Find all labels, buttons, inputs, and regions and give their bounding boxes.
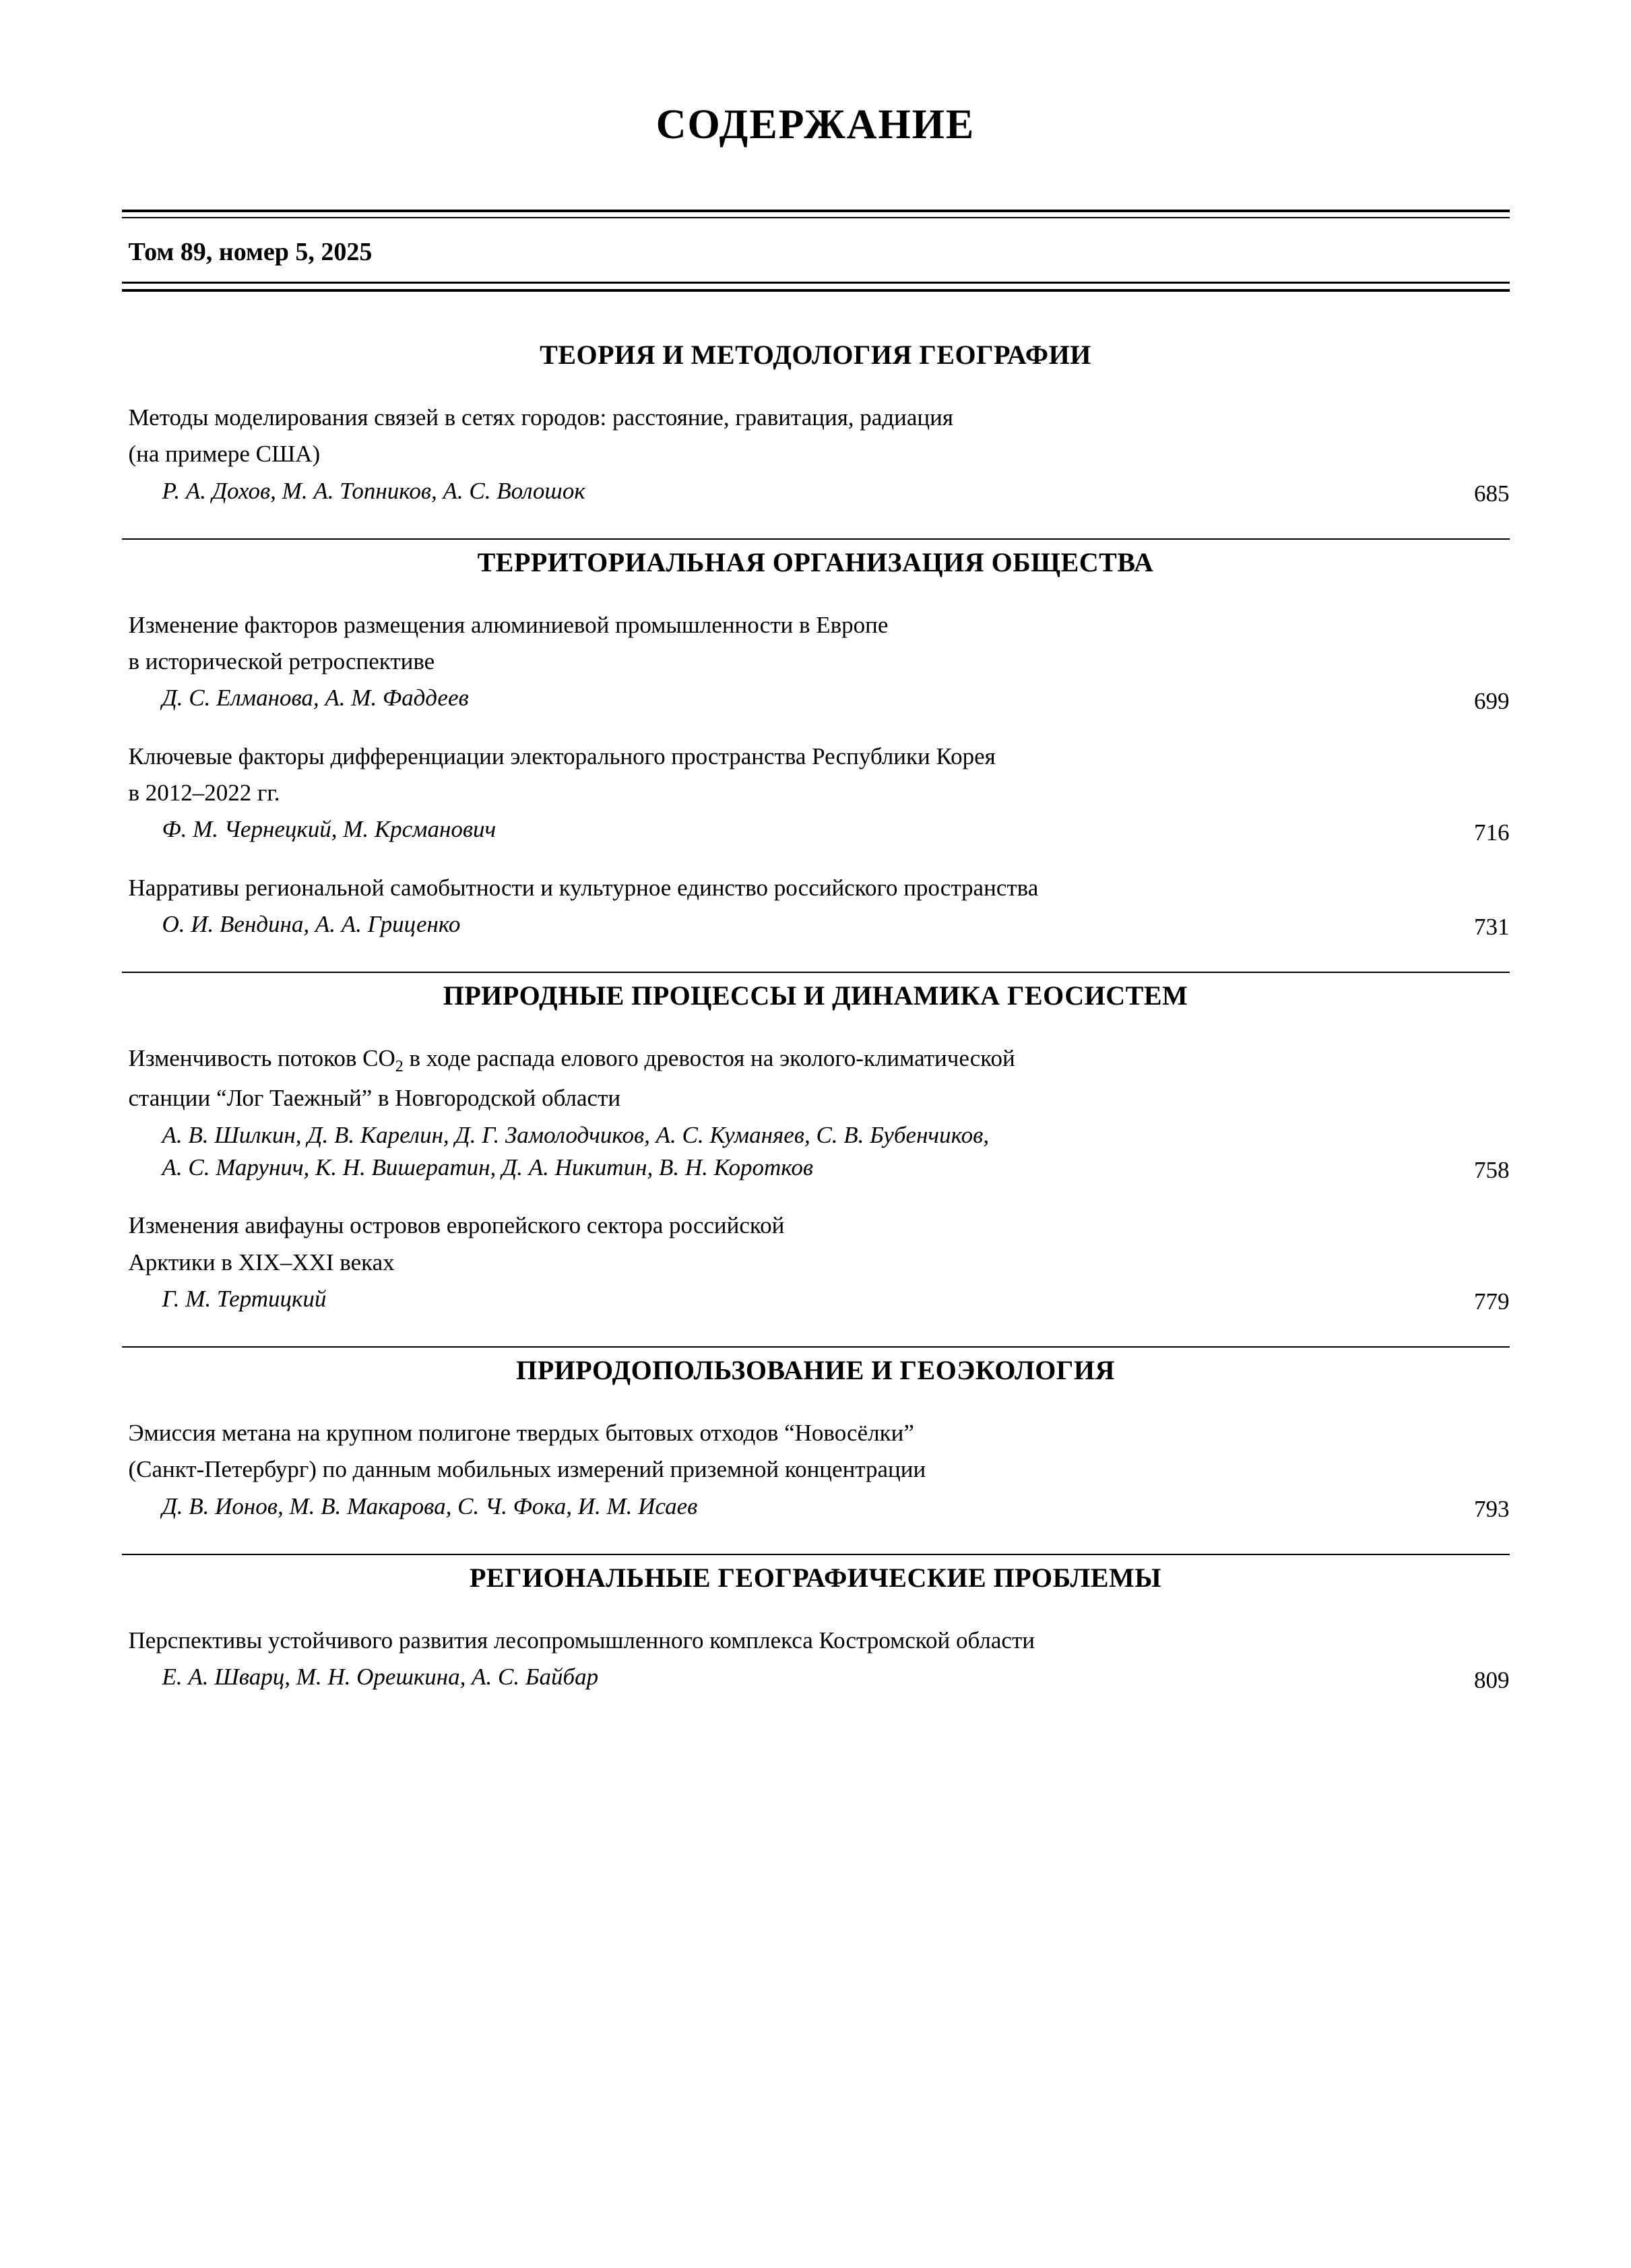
section-heading: ПРИРОДОПОЛЬЗОВАНИЕ И ГЕОЭКОЛОГИЯ [516,1355,1115,1386]
entry-title-line: в исторической ретроспективе [128,648,435,675]
entry-title-line: Нарративы региональной самобытности и культурное единство российского пространства [128,874,1039,901]
toc-section [122,980,1510,1348]
entry-authors: А. С. Марунич, К. Н. Вишератин, Д. А. Никитин, В. Н. Коротков [162,1154,814,1180]
entry-page-number: 699 [1474,687,1510,714]
issue-line: Том 89, номер 5, 2025 [128,238,373,266]
entry-authors: А. В. Шилкин, Д. В. Карелин, Д. Г. Замолодчиков, А. С. Куманяев, С. В. Бубенчиков, [162,1121,990,1148]
entry-authors-row [162,813,1510,846]
entry-page-number: 758 [1474,1157,1510,1184]
toc-section [122,546,1510,973]
entry-title-line: Эмиссия метана на крупном полигоне твердых бытовых отходов “Новосёлки” [128,1420,914,1447]
toc-entry[interactable] [122,1625,1510,1694]
section-divider [122,1346,1510,1348]
section-divider [122,1554,1510,1555]
toc-section [122,1354,1510,1555]
entry-authors-row [162,1119,1510,1152]
entry-authors-row [162,1283,1510,1315]
toc-content [122,0,1510,1694]
sections-container [122,339,1510,1694]
entry-title-line: (Санкт-Петербург) по данным мобильных измерений приземной концентрации [128,1456,926,1483]
entry-title-line: (на примере США) [128,441,321,468]
section-heading: ТЕОРИЯ И МЕТОДОЛОГИЯ ГЕОГРАФИИ [540,340,1091,370]
section-divider [122,538,1510,540]
entry-authors: Д. С. Елманова, А. М. Фаддеев [162,685,469,712]
entry-title-line: Ключевые факторы дифференциации электорального пространства Республики Корея [128,743,996,769]
entry-page-number: 685 [1474,480,1510,507]
entry-page-number: 809 [1474,1666,1510,1693]
entry-title-line: Изменения авифауны островов европейского сектора российской [128,1212,785,1239]
entry-authors-row [162,682,1510,714]
entry-authors-row [162,1490,1510,1523]
entry-authors: Д. В. Ионов, М. В. Макарова, С. Ч. Фока, И. М. Исаев [162,1492,698,1519]
entry-title-line: Перспективы устойчивого развития лесопромышленного комплекса Костромской области [128,1627,1035,1654]
toc-entry[interactable] [122,1417,1510,1523]
entry-page-number: 793 [1474,1496,1510,1523]
section-heading: ТЕРРИТОРИАЛЬНАЯ ОРГАНИЗАЦИЯ ОБЩЕСТВА [477,546,1154,577]
toc-section [122,339,1510,540]
section-heading: ПРИРОДНЫЕ ПРОЦЕССЫ И ДИНАМИКА ГЕОСИСТЕМ [443,980,1188,1011]
entry-title-line: Изменение факторов размещения алюминиевой промышленности в Европе [128,611,889,638]
toc-entry[interactable] [122,872,1510,941]
divider-top [122,210,1510,218]
entry-authors: Р. А. Дохов, М. А. Топников, А. С. Волошок [162,477,585,504]
entry-title-line: Методы моделирования связей в сетях городов: расстояние, гравитация, радиация [128,404,953,431]
page-title: СОДЕРЖАНИЕ [655,102,976,148]
section-heading: РЕГИОНАЛЬНЫЕ ГЕОГРАФИЧЕСКИЕ ПРОБЛЕМЫ [469,1563,1162,1594]
entry-authors-row [162,908,1510,941]
divider-under-issue [122,282,1510,292]
entry-authors-row [162,1661,1510,1693]
entry-authors-row [162,1152,1510,1184]
toc-entry[interactable] [122,741,1510,846]
entry-page-number: 731 [1474,914,1510,941]
toc-entry[interactable] [122,1209,1510,1315]
entry-title-line: Арктики в XIX–XXI веках [128,1249,395,1275]
toc-entry[interactable] [122,609,1510,715]
entry-authors: Е. А. Шварц, М. Н. Орешкина, А. С. Байбар [162,1664,599,1691]
toc-section [122,1562,1510,1694]
section-divider [122,972,1510,973]
toc-entry[interactable] [122,1042,1510,1184]
entry-authors: О. И. Вендина, А. А. Гриценко [162,910,461,937]
toc-entry[interactable] [122,402,1510,507]
entry-authors: Ф. М. Чернецкий, М. Крсманович [162,816,497,843]
entry-page-number: 779 [1474,1288,1510,1315]
entry-authors-row [162,475,1510,507]
entry-title-line: в 2012–2022 гг. [128,780,280,807]
entry-title-line: Изменчивость потоков $CO_2$ в ходе распада елового древостоя на эколого-климатической [128,1045,1015,1076]
entry-title-line: станции “Лог Таежный” в Новгородской области [128,1085,621,1112]
entry-authors: Г. М. Тертицкий [162,1285,327,1312]
subscript-2: 2 [395,1058,404,1076]
entry-page-number: 716 [1474,819,1510,846]
